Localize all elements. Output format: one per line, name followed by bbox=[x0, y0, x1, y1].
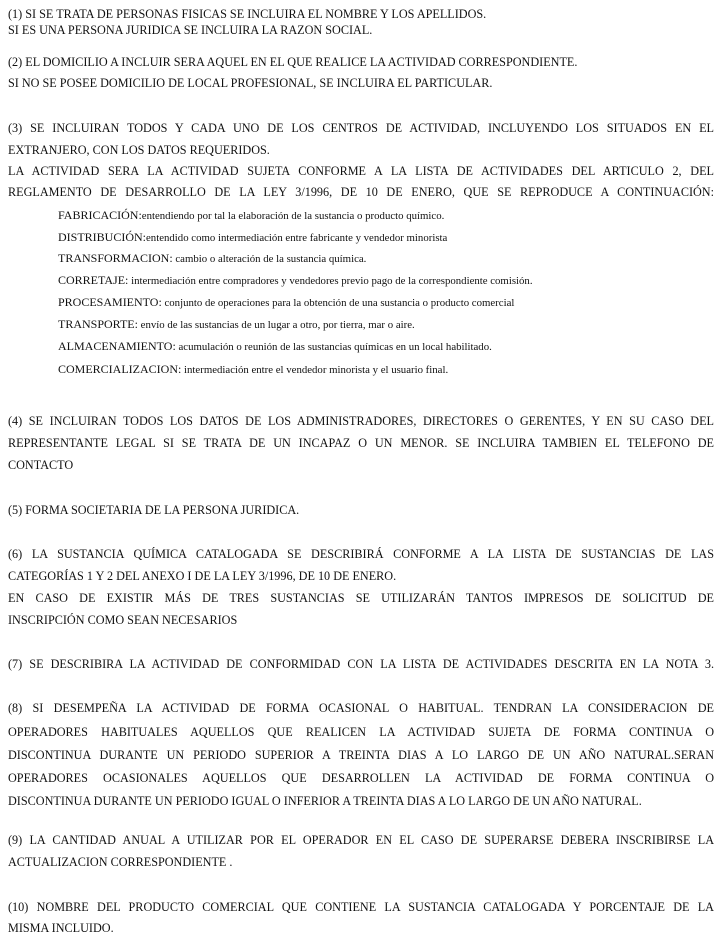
note-2-line-1: (2) EL DOMICILIO A INCLUIR SERA AQUEL EN EL QUE REALICE LA ACTIVIDAD CORRESPONDIENTE. bbox=[8, 55, 578, 69]
activity-item bbox=[58, 317, 415, 333]
activity-item bbox=[58, 208, 444, 224]
note-1-line-2: SI ES UNA PERSONA JURIDICA SE INCLUIRA LA RAZON SOCIAL. bbox=[8, 23, 373, 37]
note-6-line-2: CATEGORÍAS 1 Y 2 DEL ANEXO I DE LA LEY 3/1996, DE 10 DE ENERO. bbox=[8, 569, 397, 583]
note-8-line-4: OPERADORES OCASIONALES AQUELLOS QUE DESARROLLEN LA ACTIVIDAD DE FORMA CONTINUA O bbox=[8, 771, 714, 785]
activity-name: TRANSPORTE: bbox=[58, 317, 138, 331]
activity-desc: entendiendo por tal la elaboración de la sustancia o producto químico. bbox=[141, 210, 445, 222]
note-10-line-2: MISMA INCLUIDO. bbox=[8, 921, 114, 935]
activity-item bbox=[58, 230, 447, 246]
note-2-line-2: SI NO SE POSEE DOMICILIO DE LOCAL PROFESIONAL, SE INCLUIRA EL PARTICULAR. bbox=[8, 76, 493, 90]
note-6-line-3: EN CASO DE EXISTIR MÁS DE TRES SUSTANCIAS SE UTILIZARÁN TANTOS IMPRESOS DE SOLICITUD DE bbox=[8, 591, 714, 605]
note-5-line-1: (5) FORMA SOCIETARIA DE LA PERSONA JURIDICA. bbox=[8, 503, 300, 517]
note-10-line-1: (10) NOMBRE DEL PRODUCTO COMERCIAL QUE CONTIENE LA SUSTANCIA CATALOGADA Y PORCENTAJE DE LA bbox=[8, 900, 714, 914]
note-3-line-1: (3) SE INCLUIRAN TODOS Y CADA UNO DE LOS CENTROS DE ACTIVIDAD, INCLUYENDO LOS SITUADOS EN EL bbox=[8, 121, 714, 135]
activity-item bbox=[58, 273, 533, 289]
activity-desc: acumulación o reunión de las sustancias químicas en un local habilitado. bbox=[175, 341, 492, 353]
note-6-line-1: (6) LA SUSTANCIA QUÍMICA CATALOGADA SE DESCRIBIRÁ CONFORME A LA LISTA DE SUSTANCIAS DE LAS bbox=[8, 547, 714, 561]
activity-name: FABRICACIÓN: bbox=[58, 208, 142, 222]
activity-name: COMERCIALIZACION: bbox=[58, 362, 182, 376]
activity-desc: entendido como intermediación entre fabricante y vendedor minorista bbox=[146, 232, 448, 244]
activity-desc: conjunto de operaciones para la obtención de una sustancia o producto comercial bbox=[161, 297, 515, 309]
activity-item bbox=[58, 295, 514, 311]
note-4-line-3: CONTACTO bbox=[8, 458, 74, 472]
note-8-line-3: DISCONTINUA DURANTE UN PERIODO SUPERIOR A TREINTA DIAS A LO LARGO DE UN AÑO NATURAL.SERAN bbox=[8, 748, 714, 762]
activity-desc: cambio o alteración de la sustancia química. bbox=[172, 253, 367, 265]
activity-item bbox=[58, 339, 492, 355]
activity-name: DISTRIBUCIÓN: bbox=[58, 230, 147, 244]
note-6-line-4: INSCRIPCIÓN COMO SEAN NECESARIOS bbox=[8, 613, 238, 627]
activity-desc: envío de las sustancias de un lugar a otro, por tierra, mar o aire. bbox=[137, 319, 415, 331]
note-3-line-2: EXTRANJERO, CON LOS DATOS REQUERIDOS. bbox=[8, 143, 270, 157]
note-1-line-1: (1) SI SE TRATA DE PERSONAS FISICAS SE INCLUIRA EL NOMBRE Y LOS APELLIDOS. bbox=[8, 7, 487, 21]
note-8-line-1: (8) SI DESEMPEÑA LA ACTIVIDAD DE FORMA OCASIONAL O HABITUAL. TENDRAN LA CONSIDERACION DE bbox=[8, 701, 714, 715]
note-8-line-2: OPERADORES HABITUALES AQUELLOS QUE REALICEN LA ACTIVIDAD SUJETA DE FORMA CONTINUA O bbox=[8, 725, 714, 739]
note-3-line-3: LA ACTIVIDAD SERA LA ACTIVIDAD SUJETA CONFORME A LA LISTA DE ACTIVIDADES DEL ARTICULO 2, DEL bbox=[8, 164, 714, 178]
activity-item bbox=[58, 251, 366, 267]
note-8-line-5: DISCONTINUA DURANTE UN PERIODO IGUAL O INFERIOR A TREINTA DIAS A LO LARGO DE UN AÑO NATURAL. bbox=[8, 794, 642, 808]
activity-name: PROCESAMIENTO: bbox=[58, 295, 162, 309]
activity-name: CORRETAJE: bbox=[58, 273, 129, 287]
activity-item bbox=[58, 362, 448, 378]
activity-desc: intermediación entre el vendedor minorista y el usuario final. bbox=[181, 364, 449, 376]
activity-name: TRANSFORMACION: bbox=[58, 251, 173, 265]
activity-name: ALMACENAMIENTO: bbox=[58, 339, 176, 353]
note-7-line-1: (7) SE DESCRIBIRA LA ACTIVIDAD DE CONFORMIDAD CON LA LISTA DE ACTIVIDADES DESCRITA EN LA NOTA 3. bbox=[8, 657, 714, 671]
note-9-line-1: (9) LA CANTIDAD ANUAL A UTILIZAR POR EL OPERADOR EN EL CASO DE SUPERARSE DEBERA INSCRIBIRSE LA bbox=[8, 833, 714, 847]
note-4-line-2: REPRESENTANTE LEGAL SI SE TRATA DE UN INCAPAZ O UN MENOR. SE INCLUIRA TAMBIEN EL TELEFONO DE bbox=[8, 436, 714, 450]
note-9-line-2: ACTUALIZACION CORRESPONDIENTE . bbox=[8, 855, 233, 869]
note-4-line-1: (4) SE INCLUIRAN TODOS LOS DATOS DE LOS ADMINISTRADORES, DIRECTORES O GERENTES, Y EN SU CASO DEL bbox=[8, 414, 714, 428]
activity-desc: intermediación entre compradores y vendedores previo pago de la correspondiente comisión. bbox=[128, 275, 533, 287]
note-3-line-4: REGLAMENTO DE DESARROLLO DE LA LEY 3/1996, DE 10 DE ENERO, QUE SE REPRODUCE A CONTINUACIÓN: bbox=[8, 185, 714, 199]
